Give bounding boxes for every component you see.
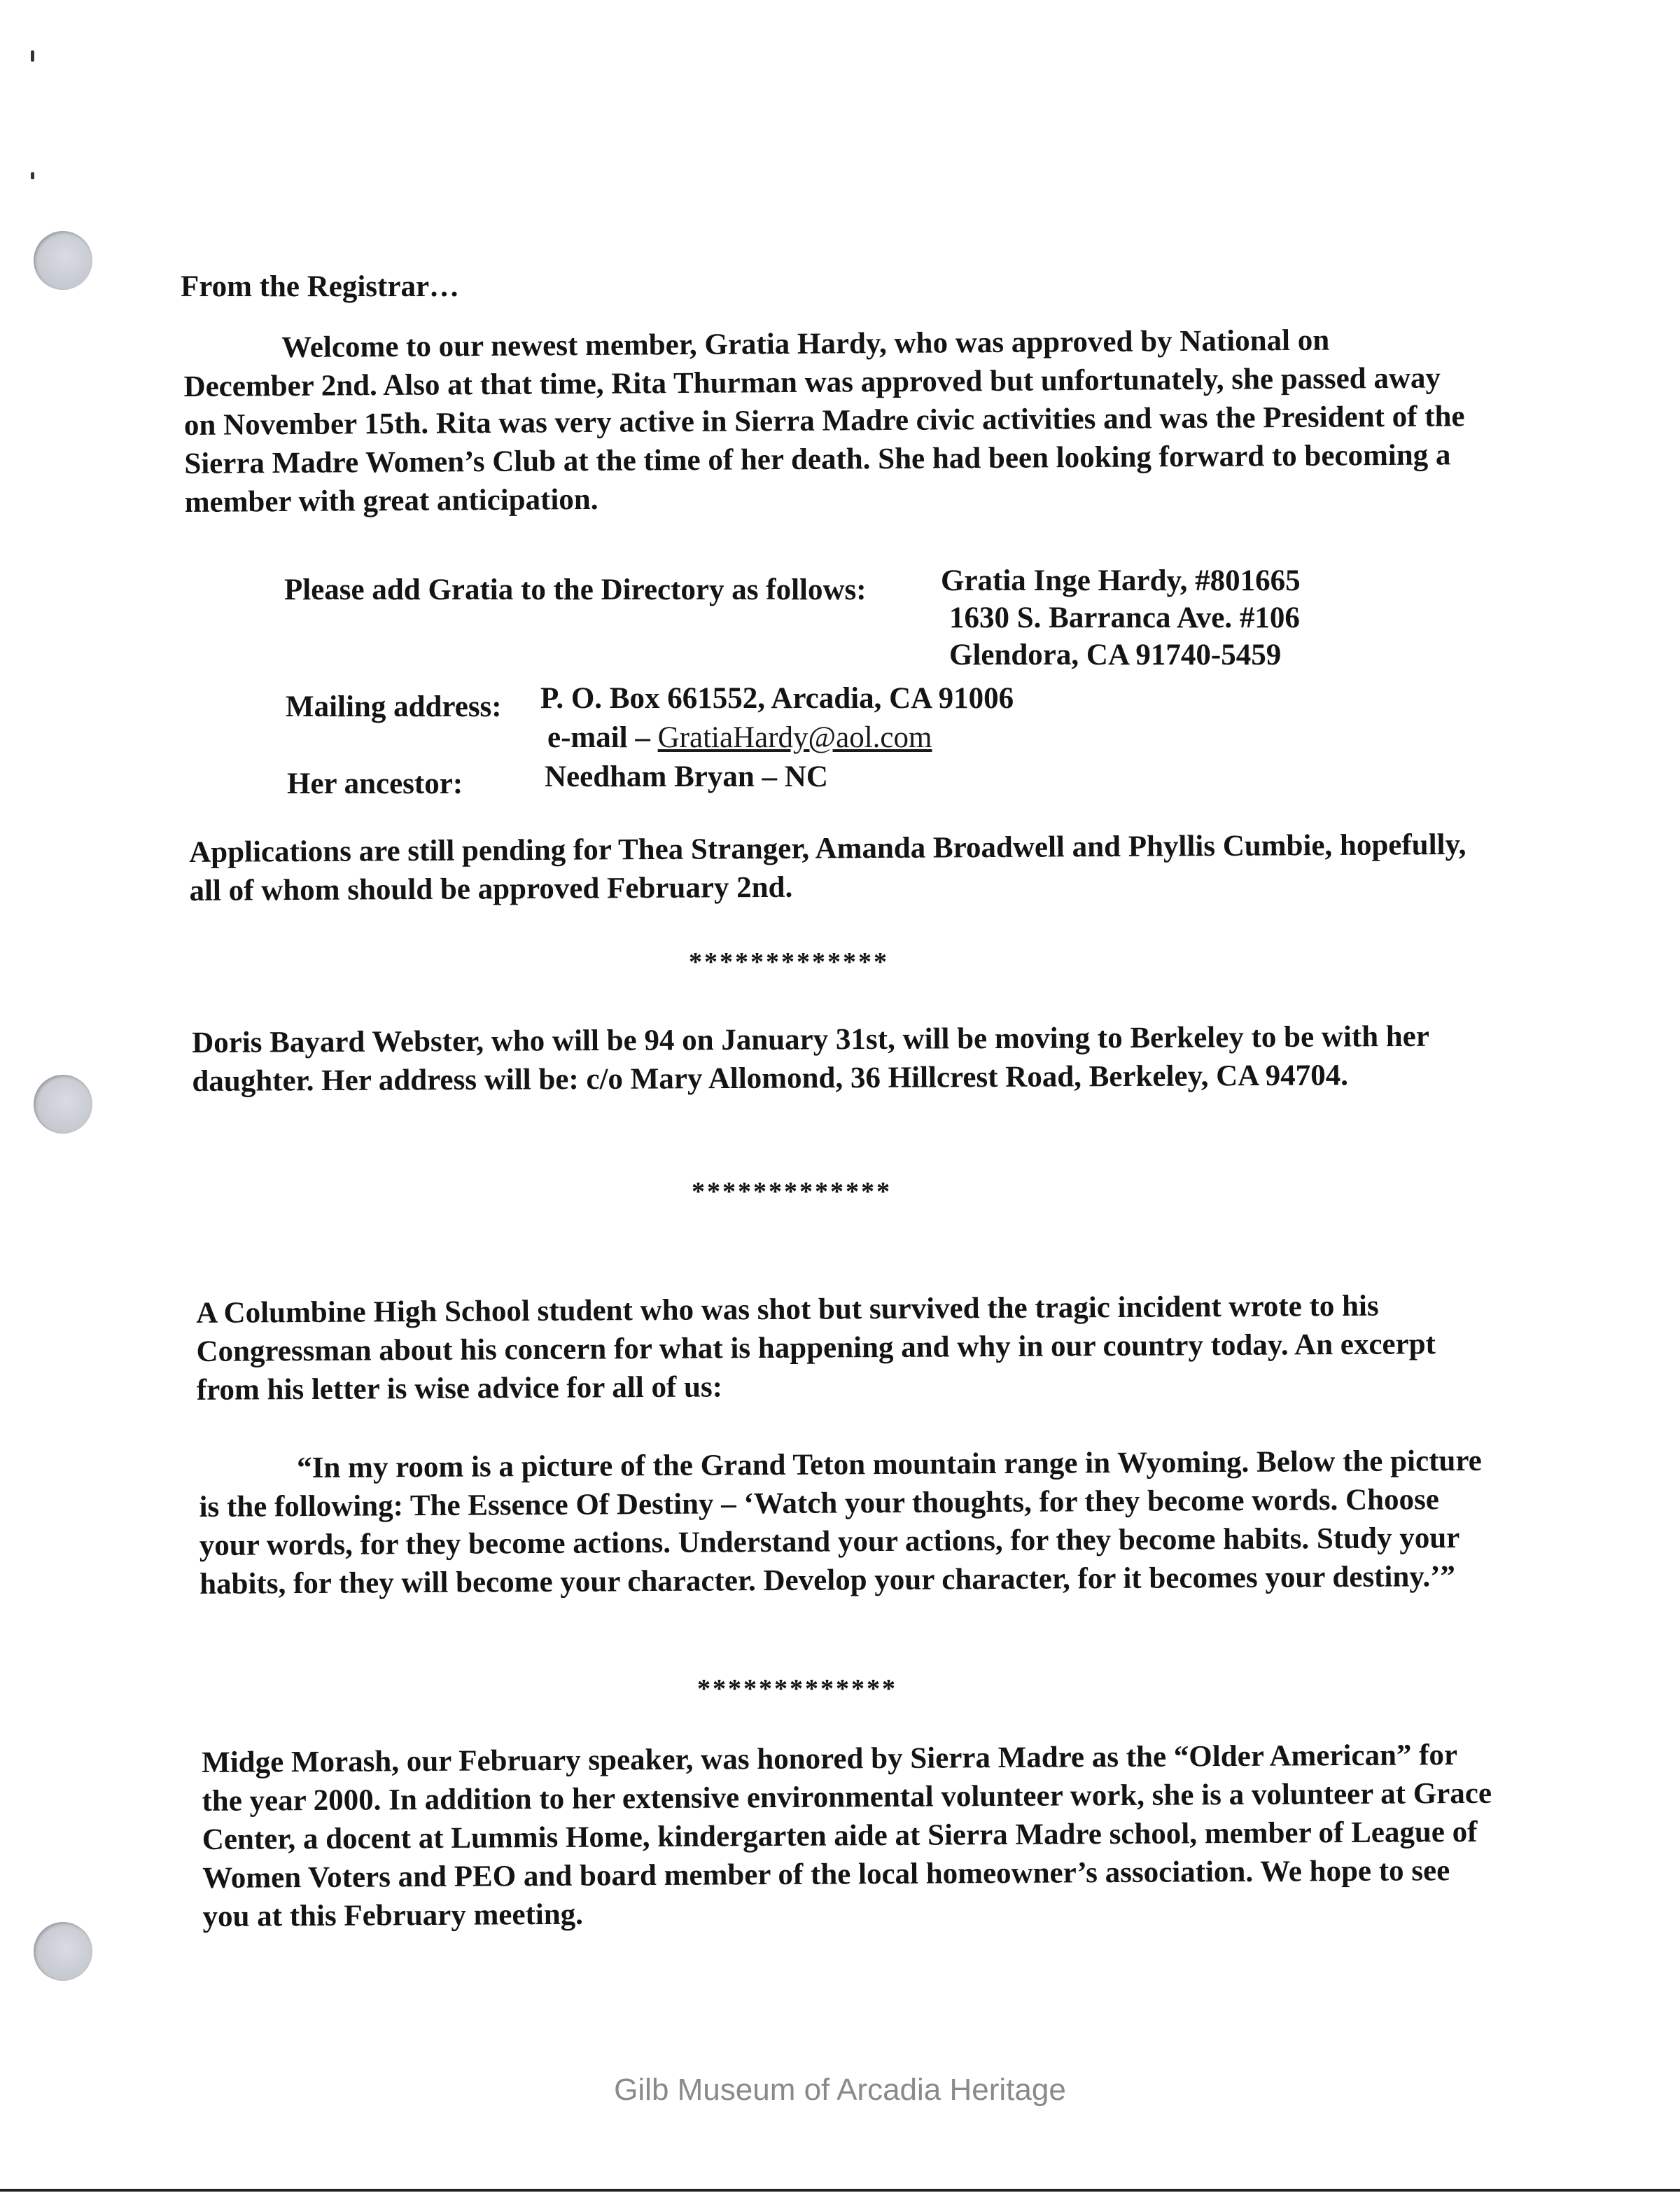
museum-credit: Gilb Museum of Arcadia Heritage xyxy=(614,2073,1066,2107)
email-label: e-mail – xyxy=(547,721,650,754)
punch-hole-top xyxy=(34,231,92,290)
section-separator: ************* xyxy=(689,947,889,977)
directory-add-label: Please add Gratia to the Directory as follows: xyxy=(284,573,867,606)
email-link[interactable]: GratiaHardy@aol.com xyxy=(657,721,932,754)
scan-speck xyxy=(31,172,34,179)
directory-address-line2: Glendora, CA 91740-5459 xyxy=(949,639,1282,671)
bottom-edge xyxy=(0,2189,1680,2192)
section-separator: ************* xyxy=(692,1177,892,1206)
morash-paragraph: Midge Morash, our February speaker, was honored by Sierra Madre as the “Older American” for the year 2000. In addition to her extensive environmental volunteer work, she is a volunteer at Grace Center, a docent at Lummis Home, kindergarten aide at Sierra Madre school, member of League of Women Voters and PEO and board member of the local homeowner’s association. We hope to see you at this February meeting. xyxy=(202,1739,1492,1933)
pending-applications-paragraph: Applications are still pending for Thea Stranger, Amanda Broadwell and Phyllis Cumbie, hopefully, all of whom should be approved February 2nd. xyxy=(189,828,1466,907)
webster-paragraph: Doris Bayard Webster, who will be 94 on January 31st, will be moving to Berkeley to be with her daughter. Her address will be: c/o Mary Allomond, 36 Hillcrest Road, Berkeley, CA 94704. xyxy=(192,1019,1429,1098)
section-separator: ************* xyxy=(697,1674,897,1704)
mailing-address-value: P. O. Box 661552, Arcadia, CA 91006 xyxy=(540,682,1014,715)
mailing-address-label: Mailing address: xyxy=(286,690,502,723)
welcome-paragraph: Welcome to our newest member, Gratia Hardy, who was approved by National on December 2nd. Also at that time, Rita Thurman was approved but unfortunately, she passed away on November 15th. Rita was very active in Sierra Madre civic activities and was the President of the Sierra Madre Women’s Club at the time of her death. She had been looking forward to becoming a member with great anticipation. xyxy=(183,323,1465,519)
directory-name: Gratia Inge Hardy, #801665 xyxy=(941,564,1301,597)
columbine-paragraph: A Columbine High School student who was shot but survived the tragic incident wrote to his Congressman about his concern for what is happening and why in our country today. An excerpt from his letter is wise advice for all of us: xyxy=(196,1289,1436,1407)
directory-address-line1: 1630 S. Barranca Ave. #106 xyxy=(949,601,1300,634)
punch-hole-middle xyxy=(34,1075,92,1134)
email-line xyxy=(547,718,932,757)
columbine-quote: “In my room is a picture of the Grand Teton mountain range in Wyoming. Below the picture is the following: The Essence Of Destiny – ‘Watch your thoughts, for they become words. Choose your words, for they become actions. Understand your actions, for they become habits. Study your habits, for they will become your character. Develop your character, for it becomes your destiny.’” xyxy=(199,1444,1482,1601)
punch-hole-bottom xyxy=(34,1922,92,1981)
page-title: From the Registrar… xyxy=(181,270,460,303)
ancestor-value: Needham Bryan – NC xyxy=(545,760,828,793)
scan-speck xyxy=(31,50,34,62)
ancestor-label: Her ancestor: xyxy=(287,767,463,800)
